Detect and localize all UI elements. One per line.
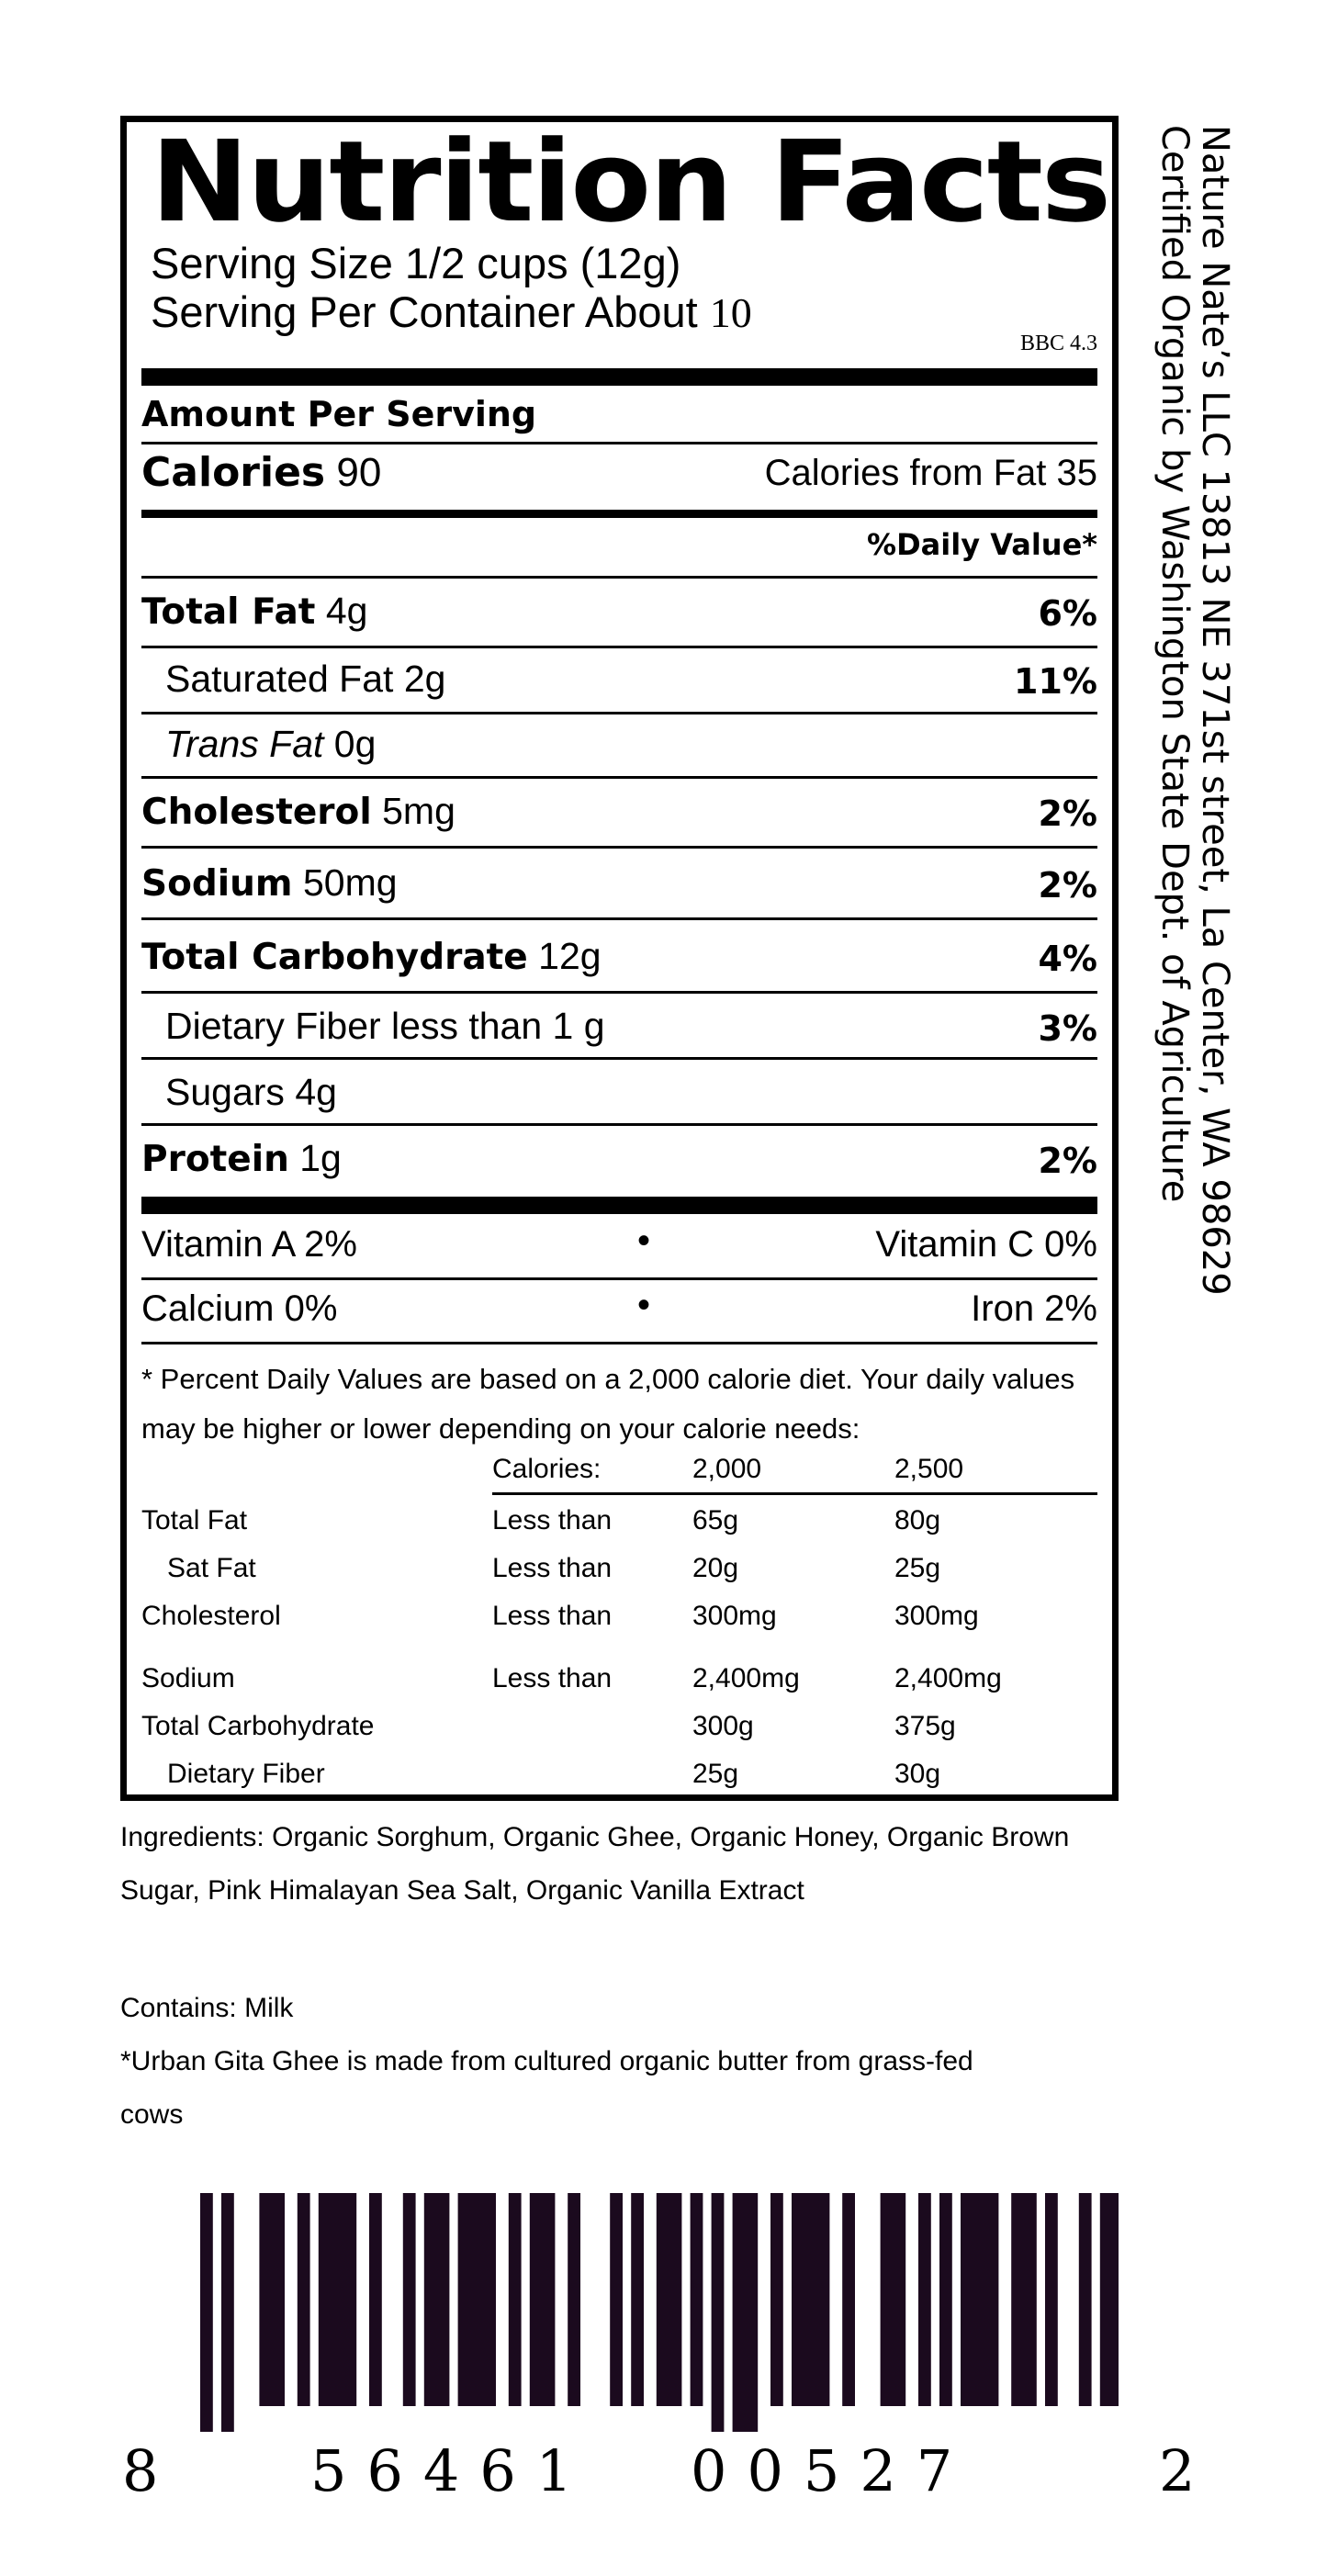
nutrient-row-trans-fat: Trans Fat 0g	[165, 723, 377, 765]
barcode-bar	[259, 2193, 285, 2406]
bullet: •	[637, 1221, 651, 1261]
barcode-bar	[509, 2193, 522, 2406]
barcode-bar	[657, 2193, 682, 2406]
barcode-digit-last: 2	[1159, 2437, 1196, 2504]
barcode-bar	[918, 2193, 931, 2406]
barcode-bar	[939, 2193, 952, 2406]
divider	[141, 776, 1097, 779]
nutrition-facts-panel: Nutrition Facts Serving Size 1/2 cups (12g) Serving Per Container About 10 BBC 4.3 Amount Per Serving Calories 90 Calories from Fat 35 %Daily Value* Total Fat 4g 6% Saturated Fat 2g 11% Trans Fat 0g Cholesterol 5mg 2% Sodium 50mg 2% Total Carbohydrate 12g 4% Dietary Fiber less than 1 g 3% Sugars 4g Protein 1g 2% Vitamin A 2% • Vitamin C 0% Calcium 0% • Iron 2% * Percent Daily Values are based on a 2,000 calorie diet. Your daily values may be higher or lower depending on your calorie needs: Calories: 2,000 2,500 Total Fat Less than 65g 80g Sat Fat Less than 20g 25g Cholesterol Less than 300mg 300mg Sodium Less than 2,400mg 2,400mg Total Carbohydrate 300g 375g Dietary Fiber 25g 30g	[120, 116, 1119, 1801]
barcode-bar	[1045, 2193, 1058, 2406]
barcode-bar	[1011, 2193, 1037, 2406]
barcode-bar	[458, 2193, 496, 2406]
nutrient-row-total-fat: Total Fat 4g 6%	[141, 590, 1097, 634]
barcode-bar	[424, 2193, 450, 2406]
barcode-guard-bar	[733, 2193, 759, 2432]
daily-value-footnote: * Percent Daily Values are based on a 2,000 calorie diet. Your daily values may be higher or lower depending on your calorie needs:	[141, 1363, 1075, 1445]
barcode-bar	[881, 2193, 906, 2406]
divider	[141, 442, 1097, 444]
label-title: Nutrition Facts	[151, 117, 1110, 247]
nutrient-row-cholesterol: Cholesterol 5mg 2%	[141, 790, 1097, 834]
barcode-digit-first: 8	[122, 2437, 159, 2504]
divider	[141, 1123, 1097, 1126]
barcode-bar	[403, 2193, 416, 2406]
barcode-guard-bar	[200, 2193, 213, 2432]
serving-size: Serving Size 1/2 cups (12g)	[151, 239, 681, 287]
ingredients-text: Ingredients: Organic Sorghum, Organic Ghee, Organic Honey, Organic Brown Sugar, Pink Himalayan Sea Salt, Organic Vanilla Extract	[120, 1822, 1070, 1906]
barcode-bar	[298, 2193, 310, 2406]
barcode-bar	[1079, 2193, 1092, 2406]
barcode-bar	[530, 2193, 556, 2406]
nutrient-row-total-carbohydrate: Total Carbohydrate 12g 4%	[141, 935, 1097, 979]
servings-per-container	[151, 287, 752, 336]
vitamin-a: Vitamin A 2%	[141, 1224, 357, 1265]
organic-certification: Certified Organic by Washington State Dept. of Agriculture	[1153, 125, 1196, 1203]
calories-label: Calories	[141, 449, 326, 496]
dv-header-row: Calories: 2,000 2,500	[492, 1454, 964, 1484]
amount-per-serving: Amount Per Serving	[141, 394, 537, 434]
iron: Iron 2%	[971, 1288, 1097, 1329]
barcode-bar	[319, 2193, 356, 2406]
barcode-bar	[792, 2193, 829, 2406]
calories-row	[141, 449, 1097, 496]
barcode-bar	[691, 2193, 703, 2406]
vitamin-c: Vitamin C 0%	[875, 1224, 1097, 1265]
nutrient-row-sodium: Sodium 50mg 2%	[141, 861, 1097, 906]
barcode-guard-bar	[221, 2193, 234, 2432]
producer-address: Nature Nate’s LLC 13813 NE 371st street, La Center, WA 98629	[1194, 125, 1236, 1296]
barcode-bar	[961, 2193, 998, 2406]
divider	[141, 917, 1097, 920]
barcode-bar	[369, 2193, 382, 2406]
divider	[141, 1057, 1097, 1060]
nutrient-row-saturated-fat: Saturated Fat 2g 11%	[165, 658, 1097, 702]
calories-from-fat: Calories from Fat 35	[764, 453, 1097, 493]
barcode-bar	[610, 2193, 623, 2406]
nutrient-row-sugars: Sugars 4g	[165, 1071, 337, 1113]
allergen-contains: Contains: Milk	[120, 1993, 294, 2023]
barcode-group-left: 56461	[310, 2437, 593, 2504]
barcode-bar	[631, 2193, 644, 2406]
calcium: Calcium 0%	[141, 1288, 338, 1329]
divider	[141, 712, 1097, 714]
thick-divider	[141, 1197, 1097, 1214]
divider	[141, 1277, 1097, 1280]
ghee-note: *Urban Gita Ghee is made from cultured organic butter from grass-fed cows	[120, 2046, 973, 2130]
divider	[141, 991, 1097, 994]
divider	[141, 1342, 1097, 1344]
nutrient-row-protein: Protein 1g 2%	[141, 1137, 1097, 1181]
barcode-bars	[200, 2193, 1119, 2432]
label-code: BBC 4.3	[1019, 332, 1097, 355]
medium-divider	[141, 510, 1097, 518]
dv-header-rule	[492, 1492, 1097, 1495]
barcode-guard-bar	[712, 2193, 725, 2432]
barcode-group-right: 00527	[691, 2437, 973, 2504]
divider	[141, 576, 1097, 579]
barcode-bar	[1100, 2193, 1119, 2406]
producer-info-vertical	[1154, 125, 1235, 1411]
divider	[141, 646, 1097, 648]
thick-divider	[141, 368, 1097, 386]
servings-prefix: Serving Per Container About	[151, 287, 698, 336]
divider	[141, 846, 1097, 849]
barcode-bar	[770, 2193, 783, 2406]
nutrient-row-dietary-fiber: Dietary Fiber less than 1 g 3%	[165, 1005, 1097, 1049]
servings-value: 10	[709, 289, 752, 336]
bullet: •	[637, 1285, 651, 1325]
barcode-bar	[568, 2193, 580, 2406]
barcode-bar	[842, 2193, 855, 2406]
calories-value: 90	[336, 450, 382, 495]
